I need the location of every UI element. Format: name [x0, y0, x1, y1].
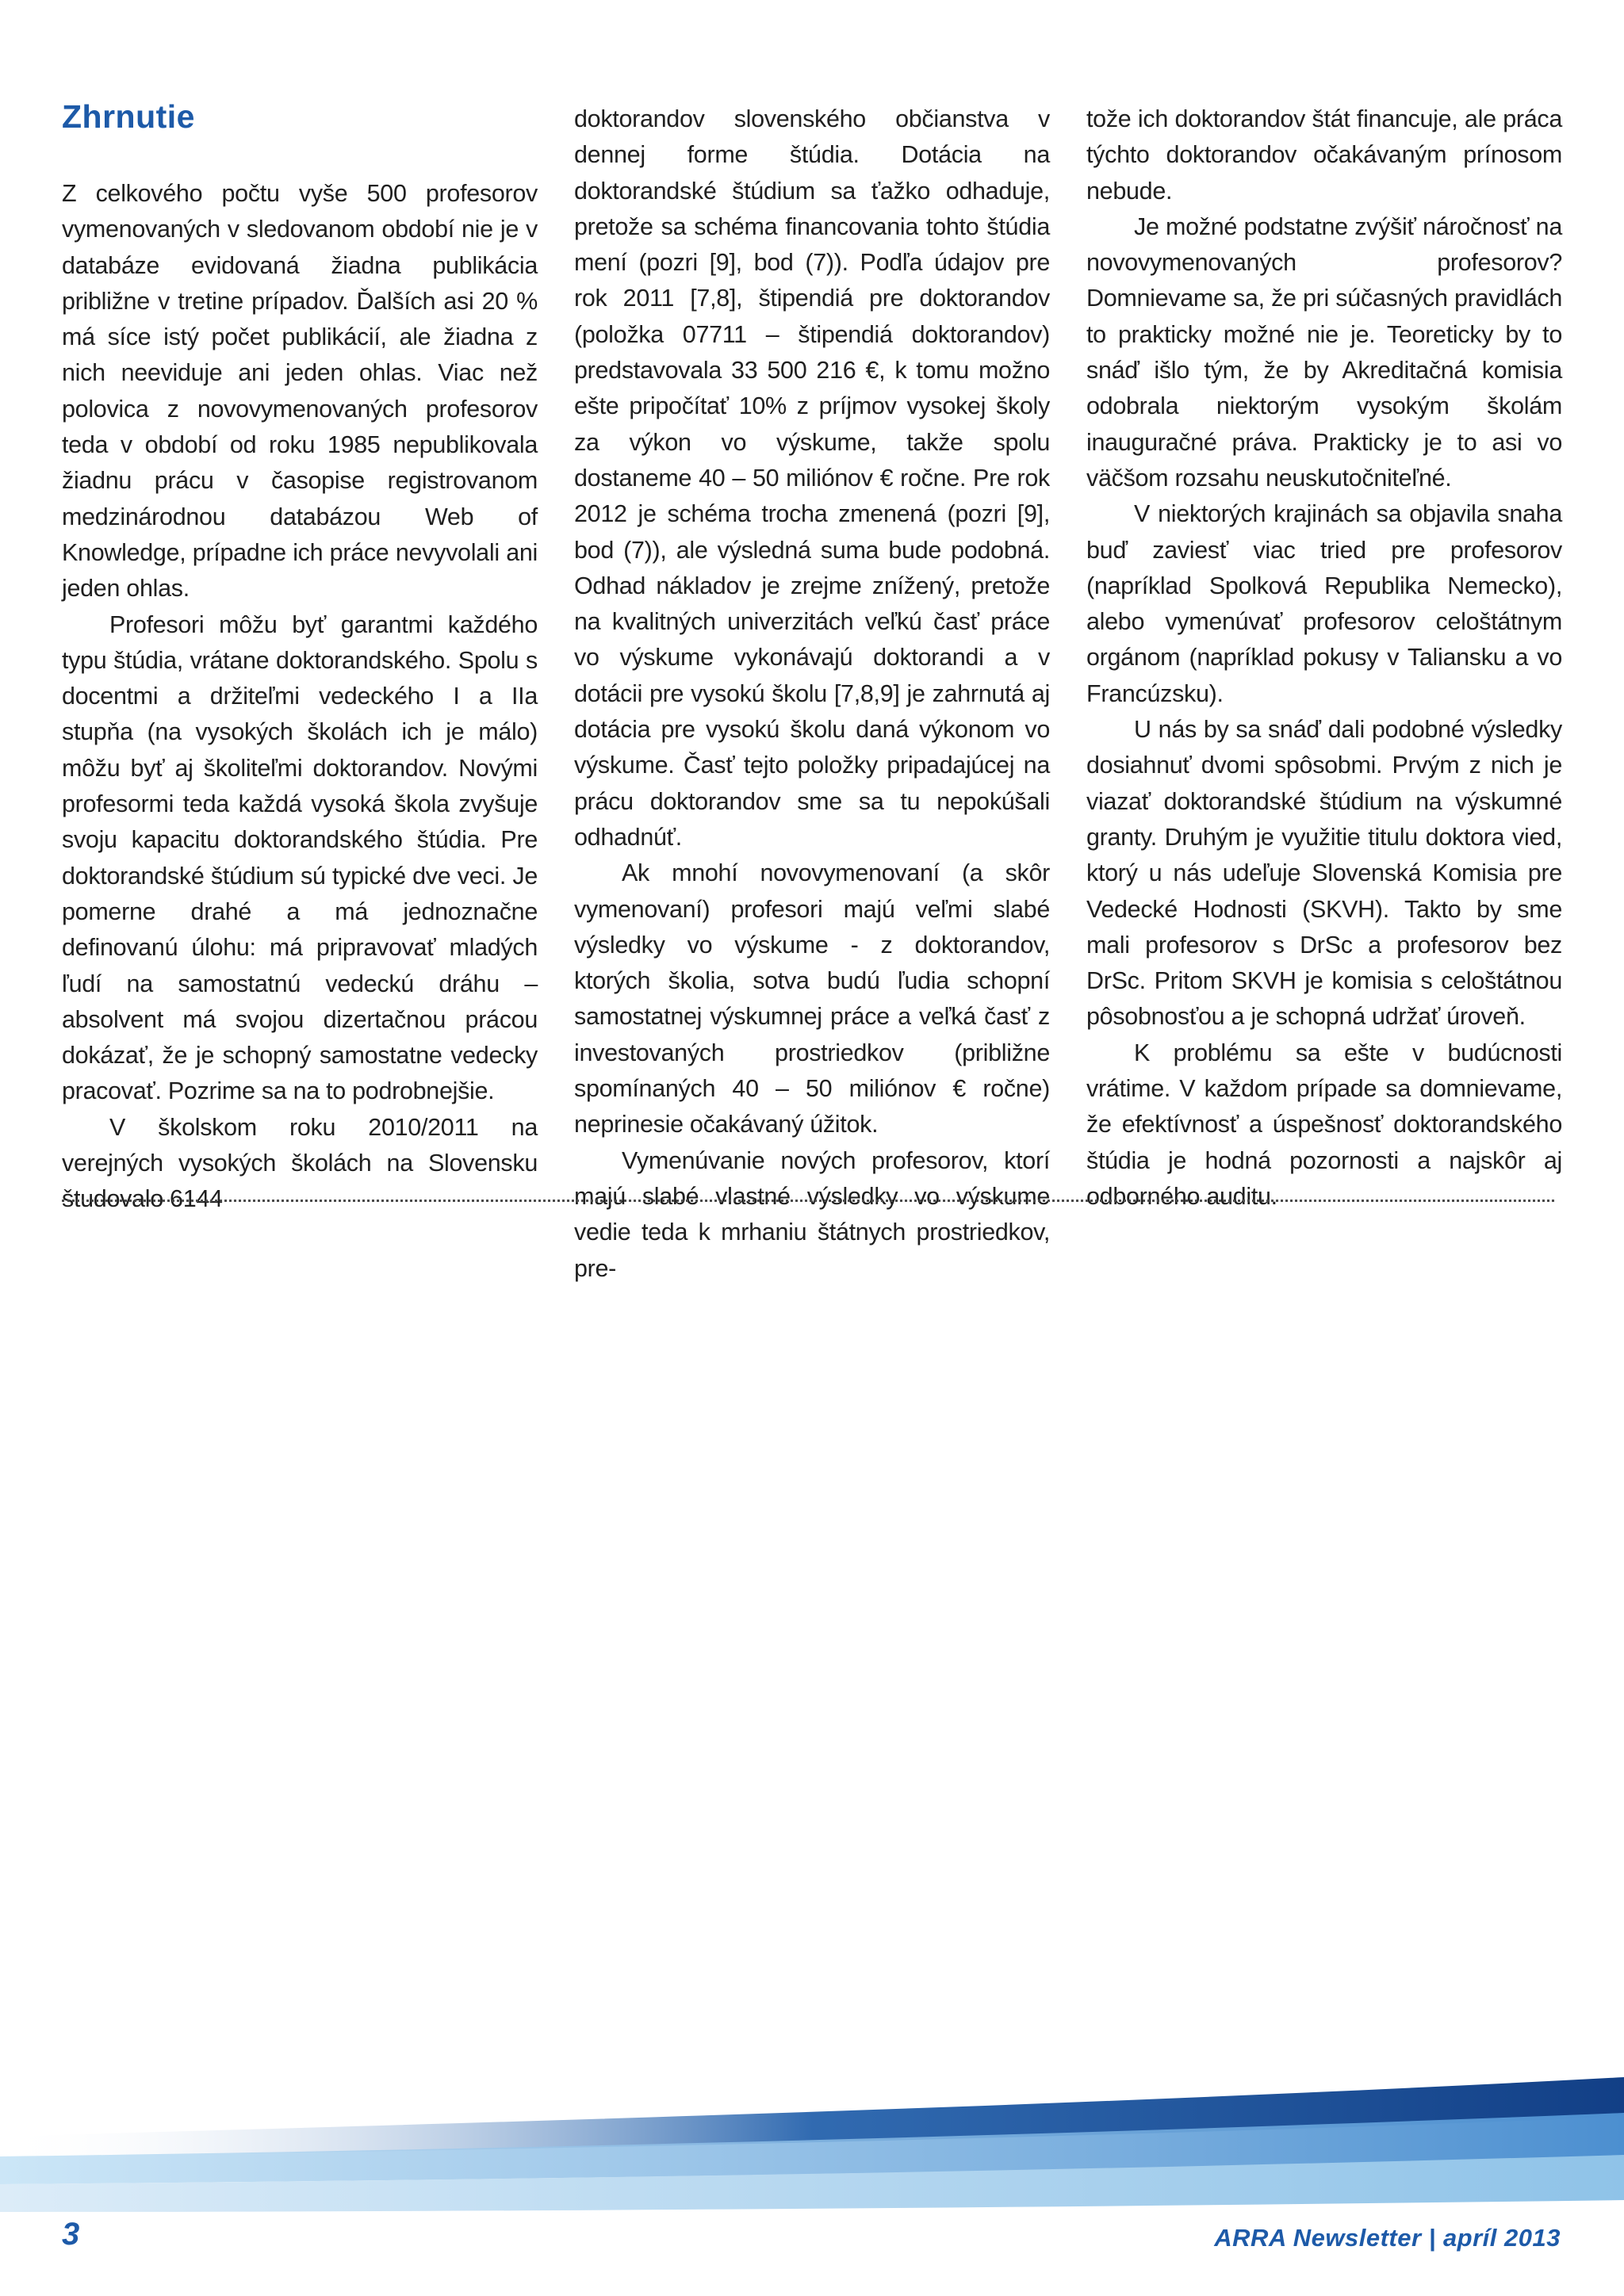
section-heading: Zhrnutie	[62, 98, 195, 135]
paragraph: K problému sa ešte v budúcnosti vrátime. V každom prípade sa domnievame, že efektívnosť a úspešnosť doktorandského štúdia je hodná pozornosti a najskôr aj odborného auditu.	[1086, 1039, 1562, 1210]
paragraph: Z celkového počtu vyše 500 profesorov vymenovaných v sledovanom období nie je v databáze evidovaná žiadna publikácia približne v tretine prípadov. Ďalších asi 20 % má síce istý počet publikácií, ale žiadna z nich neeviduje ani jeden ohlas. Viac než polovica z novovymenovaných profesorov teda v období od roku 1985 nepublikovala žiadnu prácu v časopise registrovanom medzinárodnou databázou Web of Knowledge, prípadne ich práce nevyvolali ani jeden ohlas.	[62, 180, 538, 603]
paragraph: V školskom roku 2010/2011 na verejných vysokých školách na Slovensku študovalo 6144	[62, 1113, 538, 1213]
dotted-divider	[62, 1200, 1554, 1202]
paragraph: tože ich doktorandov štát financuje, ale práca týchto doktorandov očakávaným prínosom nebude.	[1086, 105, 1562, 205]
text-column-2	[574, 101, 1050, 1287]
paragraph: Ak mnohí novovymenovaní (a skôr vymenovaní) profesori majú veľmi slabé výsledky vo výskume - z doktorandov, ktorých školia, sotva budú ľudia schopní samostatnej výskumnej práce a veľká časť z investovaných prostriedkov (približne spomínaných 40 – 50 miliónov € ročne) neprinesie očakávaný úžitok.	[574, 859, 1050, 1138]
paragraph: Vymenúvanie nových profesorov, ktorí majú slabé vlastné výsledky vo výskume vedie teda k mrhaniu štátnych prostriedkov, pre-	[574, 1146, 1050, 1282]
text-column-3	[1086, 101, 1562, 1215]
text-column-1	[62, 176, 538, 1218]
paragraph: V niektorých krajinách sa objavila snaha buď zaviesť viac tried pre profesorov (napríklad Spolková Republika Nemecko), alebo vymenúvať profesorov celoštátnym orgánom (napríklad pokusy v Taliansku a vo Francúzsku).	[1086, 500, 1562, 707]
publication-title: ARRA Newsletter | apríl 2013	[1214, 2224, 1561, 2252]
paragraph: Profesori môžu byť garantmi každého typu štúdia, vrátane doktorandského. Spolu s docentmi a držiteľmi vedeckého I a IIa stupňa (na vysokých školách ich je málo) môžu byť aj školiteľmi doktorandov. Novými profesormi teda každá vysoká škola zvyšuje svoju kapacitu doktorandského štúdia. Pre doktorandské štúdium sú typické dve veci. Je pomerne drahé a má jednoznačne definovanú úlohu: má pripravovať mladých ľudí na samostatnú vedeckú dráhu – absolvent má svojou dizertačnou prácou dokázať, že je schopný samostatne vedecky pracovať. Pozrime sa na to podrobnejšie.	[62, 610, 538, 1105]
paragraph: Je možné podstatne zvýšiť náročnosť na novovymenovaných profesorov? Domnievame sa, že pri súčasných pravidlách to prakticky možné nie je. Teoreticky by to snáď išlo tým, že by Akreditačná komisia odobrala niektorým vysokým školám inauguračné práva. Prakticky je to asi vo väčšom rozsahu neuskutočniteľné.	[1086, 212, 1562, 492]
page-number: 3	[62, 2217, 80, 2252]
footer-wave-decoration	[0, 2061, 1624, 2252]
paragraph: U nás by sa snáď dali podobné výsledky dosiahnuť dvomi spôsobmi. Prvým z nich je viazať doktorandské štúdium na výskumné granty. Druhým je využitie titulu doktora vied, ktorý u nás udeľuje Slovenská Komisia pre Vedecké Hodnosti (SKVH). Takto by sme mali profesorov s DrSc a profesorov bez DrSc. Pritom SKVH je komisia s celoštátnou pôsobnosťou a je schopná udržať úroveň.	[1086, 716, 1562, 1031]
paragraph: doktorandov slovenského občianstva v dennej forme štúdia. Dotácia na doktorandské štúdium sa ťažko odhaduje, pretože sa schéma financovania tohto štúdia mení (pozri [9], bod (7)). Podľa údajov pre rok 2011 [7,8], štipendiá pre doktorandov (položka 07711 – štipendiá doktorandov) predstavovala 33 500 216 €, k tomu možno ešte pripočítať 10% z príjmov vysokej školy za výkon vo výskume, takže spolu dostaneme 40 – 50 miliónov € ročne. Pre rok 2012 je schéma trocha zmenená (pozri [9], bod (7)), ale výsledná suma bude podobná. Odhad nákladov je zrejme znížený, pretože na kvalitných univerzitách veľkú časť práce vo výskume vykonávajú doktorandi a v dotácii pre vysokú školu [7,8,9] je zahrnutá aj dotácia pre vysokú školu daná výkonom vo výskume. Časť tejto položky pripadajúcej na prácu doktorandov sme sa tu nepokúšali odhadnúť.	[574, 105, 1050, 851]
